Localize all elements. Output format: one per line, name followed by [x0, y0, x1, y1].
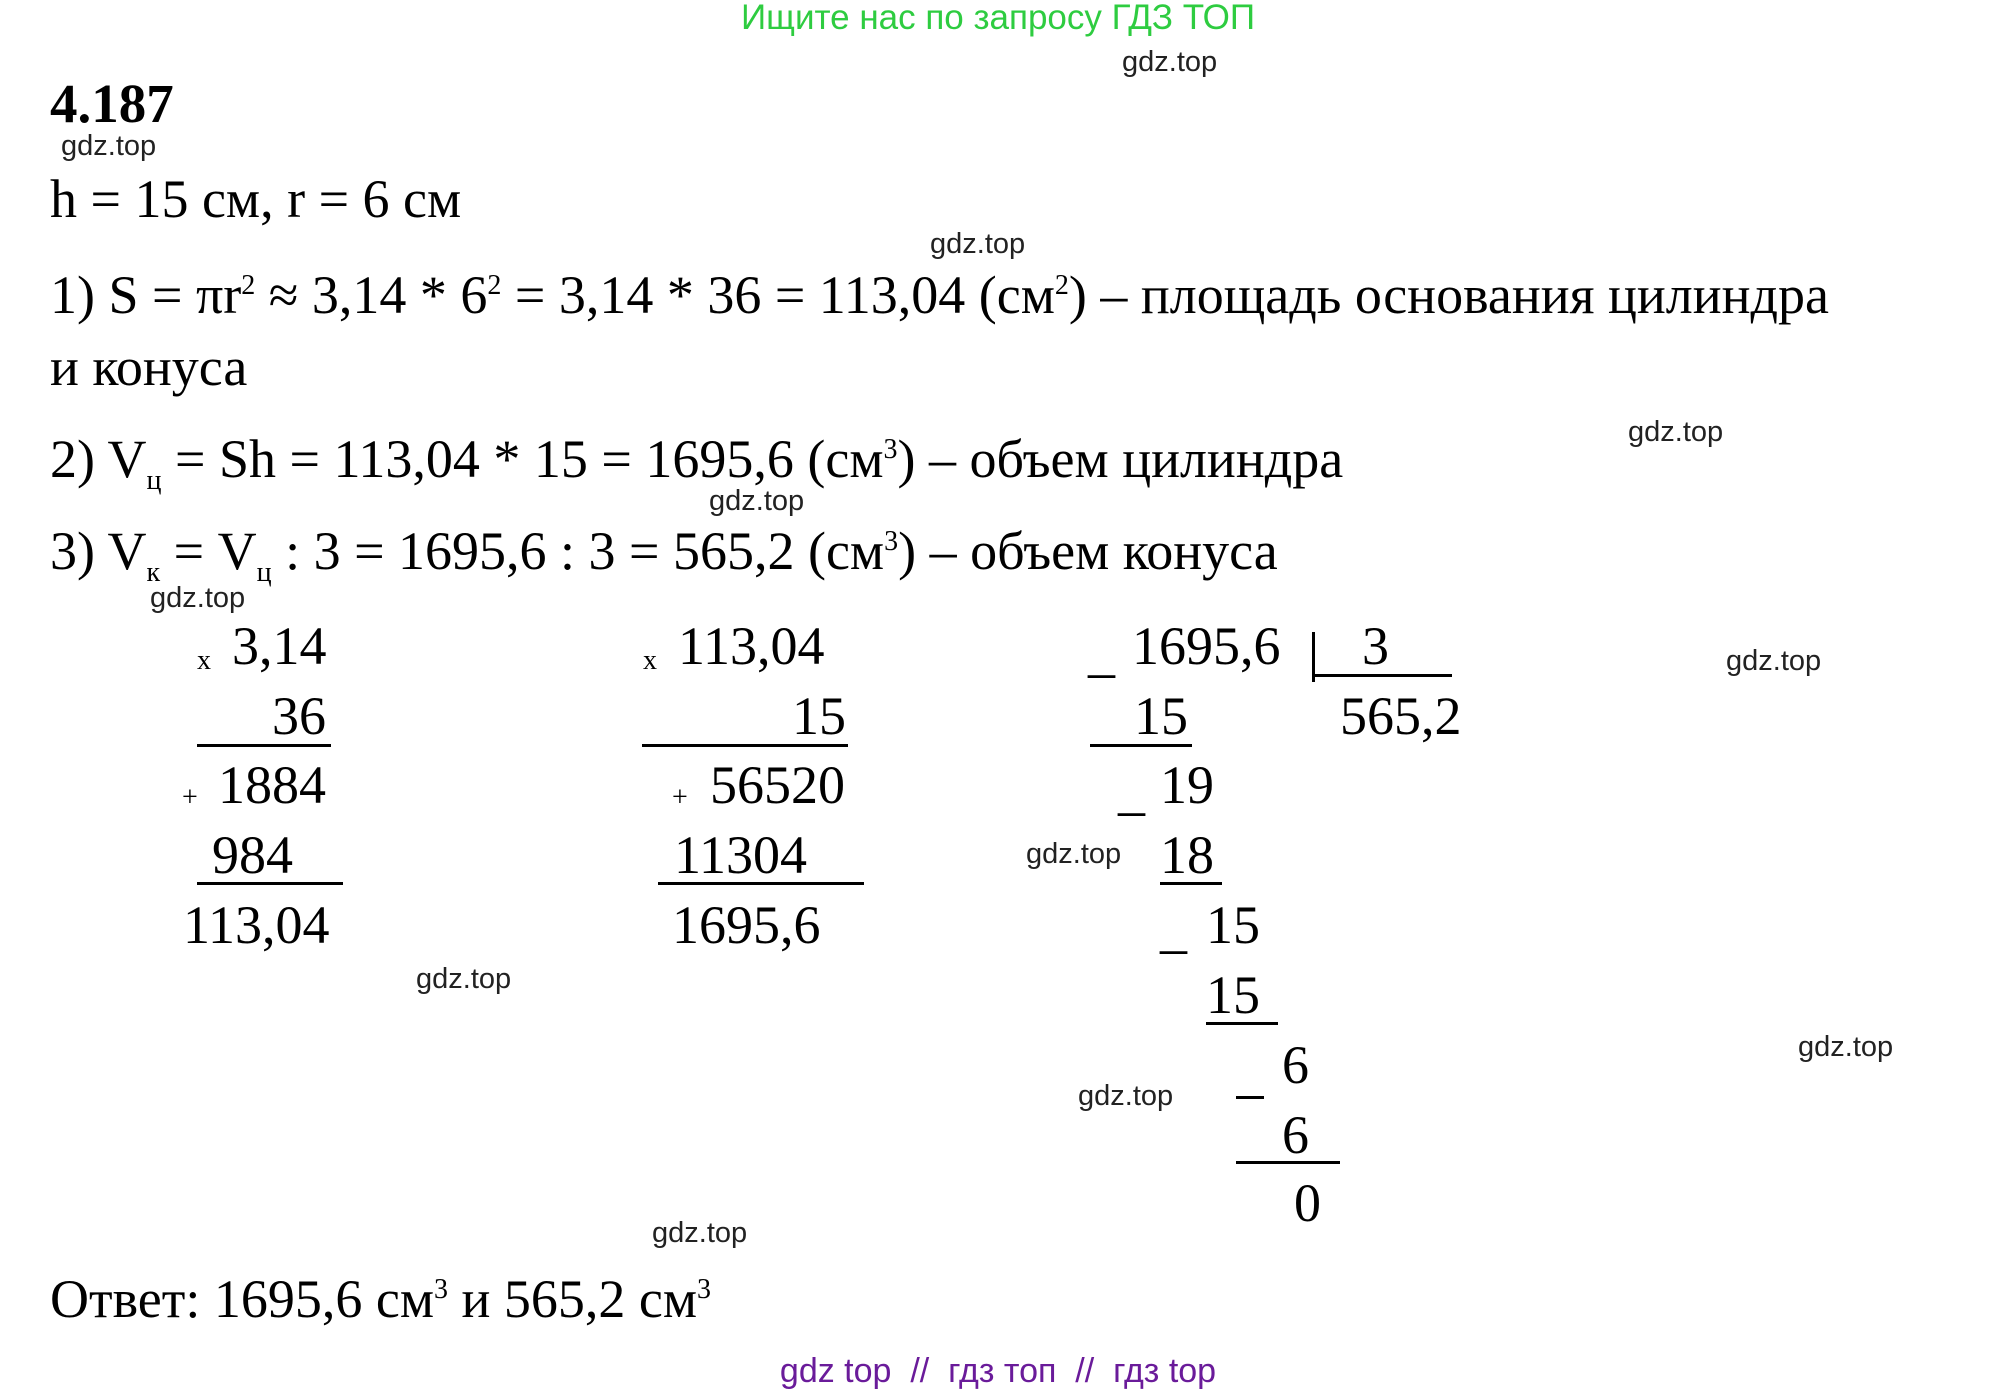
step-1-text: = 3,14 * 36 = 113,04 (см — [501, 265, 1055, 325]
watermark: gdz.top — [1122, 46, 1218, 78]
division-step: 6 — [1282, 1105, 1309, 1165]
plus-sign: + — [182, 782, 198, 813]
step-2 — [50, 428, 1343, 497]
partial-product: 56520 — [710, 755, 845, 815]
partial-product: 984 — [212, 825, 293, 885]
minus-sign: _ — [1118, 761, 1145, 821]
division-step: 6 — [1282, 1035, 1309, 1095]
step-3-text: 3) V — [50, 521, 147, 581]
watermark: gdz.top — [930, 228, 1026, 260]
division-step: 15 — [1206, 965, 1260, 1025]
rule — [1314, 674, 1452, 677]
answer-text: и 565,2 см — [448, 1269, 698, 1329]
minus-sign: _ — [1160, 899, 1187, 959]
exponent: 3 — [884, 526, 899, 557]
watermark: gdz.top — [709, 485, 805, 517]
rule — [197, 744, 331, 747]
rule — [1236, 1161, 1340, 1164]
exponent: 3 — [883, 434, 898, 465]
division-step: 18 — [1160, 825, 1214, 885]
answer — [50, 1268, 711, 1330]
answer-text: Ответ: 1695,6 см — [50, 1269, 434, 1329]
watermark: gdz.top — [1798, 1031, 1894, 1063]
watermark: gdz.top — [1078, 1080, 1174, 1112]
step-1-text: ) – площадь основания цилиндра — [1068, 265, 1829, 325]
plus-sign: + — [672, 782, 688, 813]
multiplier: 36 — [272, 686, 326, 746]
quotient: 565,2 — [1340, 686, 1462, 746]
step-1-continuation: и конуса — [50, 337, 248, 397]
search-banner: Ищите нас по запросу ГДЗ ТОП — [741, 0, 1255, 37]
dividend: 1695,6 — [1132, 616, 1281, 676]
product: 1695,6 — [672, 895, 821, 955]
watermark: gdz.top — [150, 582, 246, 614]
exponent: 2 — [241, 270, 256, 301]
step-3-text: : 3 = 1695,6 : 3 = 565,2 (см — [271, 521, 885, 581]
rule — [1160, 882, 1222, 885]
remainder: 0 — [1294, 1173, 1321, 1233]
rule — [658, 882, 864, 885]
exponent: 2 — [487, 270, 502, 301]
multiplicand: 3,14 — [232, 616, 327, 676]
division-step: 15 — [1134, 686, 1188, 746]
minus-sign — [1236, 1096, 1264, 1099]
step-2-text: 2) V — [50, 429, 147, 489]
division-step: 15 — [1206, 895, 1260, 955]
watermark: gdz.top — [1026, 838, 1122, 870]
minus-sign: _ — [1088, 623, 1115, 683]
watermark: gdz.top — [1628, 416, 1724, 448]
watermark: gdz.top — [652, 1217, 748, 1249]
step-2-text: = Sh = 113,04 * 15 = 1695,6 (см — [161, 429, 884, 489]
problem-number: 4.187 — [50, 73, 174, 134]
subscript: ц — [146, 464, 162, 496]
exponent: 2 — [1054, 270, 1069, 301]
multiplicand: 113,04 — [678, 616, 825, 676]
step-1 — [50, 264, 1829, 326]
step-3-text: = V — [160, 521, 257, 581]
footer-links[interactable]: gdz top // гдз топ // гдз top — [779, 1352, 1217, 1390]
watermark: gdz.top — [1726, 645, 1822, 677]
partial-product: 11304 — [674, 825, 807, 885]
rule — [642, 744, 848, 747]
subscript: ц — [256, 556, 272, 588]
step-3 — [50, 520, 1278, 589]
rule — [1090, 744, 1192, 747]
times-sign: х — [643, 645, 657, 676]
multiplier: 15 — [792, 686, 846, 746]
times-sign: х — [197, 645, 211, 676]
division-step: 19 — [1160, 755, 1214, 815]
exponent: 3 — [697, 1274, 712, 1305]
partial-product: 1884 — [218, 755, 326, 815]
watermark: gdz.top — [416, 963, 512, 995]
watermark: gdz.top — [61, 130, 157, 162]
exponent: 3 — [434, 1274, 448, 1305]
step-1-text: ≈ 3,14 * 6 — [255, 265, 488, 325]
divisor: 3 — [1362, 616, 1389, 676]
step-3-text: ) – объем конуса — [898, 521, 1278, 581]
given-values: h = 15 см, r = 6 см — [50, 169, 462, 229]
subscript: к — [146, 556, 161, 588]
rule — [1206, 1022, 1278, 1025]
step-1-text: 1) S = πr — [50, 265, 242, 325]
rule — [197, 882, 343, 885]
product: 113,04 — [183, 895, 330, 955]
step-2-text: ) – объем цилиндра — [897, 429, 1344, 489]
